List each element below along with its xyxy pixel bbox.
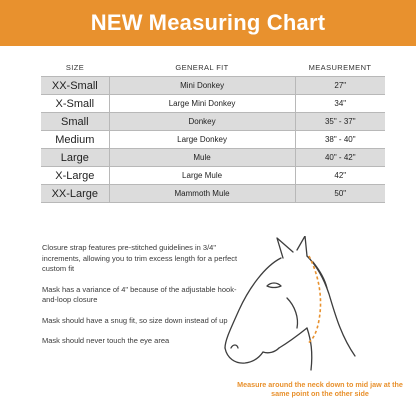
row-fit: Large Donkey [110,131,296,148]
row-size: Small [41,113,110,130]
table-body [41,76,385,203]
header-measurement: MEASUREMENT [308,62,372,72]
row-fit: Donkey [110,113,296,130]
row-size: Medium [41,131,110,148]
row-fit: Mini Donkey [110,77,296,94]
horse-outline [225,236,355,370]
row-fit: Large Mini Donkey [110,95,296,112]
row-size: Large [41,149,110,166]
row-fit: Mule [110,149,296,166]
horse-head-illustration [205,236,380,371]
header-size: SIZE [65,62,85,72]
row-size: X-Small [41,95,110,112]
title-new: NEW [90,10,143,35]
table-row [41,185,385,203]
row-size: XX-Small [41,77,110,94]
row-measurement: 40" - 42" [324,153,356,162]
table-row [41,95,385,113]
row-fit: Mammoth Mule [110,185,296,202]
title-rest: Measuring Chart [148,10,326,35]
note-snug-fit: Mask should have a snug fit, so size down instead of up [42,315,228,325]
table-row [41,113,385,131]
row-measurement: 42" [334,171,347,180]
row-measurement: 35" - 37" [324,117,356,126]
row-size: XX-Large [41,185,110,202]
size-chart-table [41,60,385,203]
table-row [41,149,385,167]
table-header [41,60,385,74]
header-general-fit: GENERAL FIT [175,62,229,72]
row-measurement: 38" - 40" [324,135,356,144]
table-row [41,77,385,95]
note-closure-strap: Closure strap features pre-stitched guidelines in 3/4" increments, allowing you to trim excess length for a perfect custom fit [42,243,238,273]
title-banner [0,0,416,46]
table-row [41,131,385,149]
note-eye-area: Mask should never touch the eye area [42,336,170,345]
page-title [91,10,326,36]
row-measurement: 27" [334,81,347,90]
measure-caption: Measure around the neck down to mid jaw at the same point on the other side [237,380,403,398]
note-variance: Mask has a variance of 4" because of the adjustable hook-and-loop closure [42,284,237,304]
row-measurement: 50" [334,189,347,198]
row-measurement: 34" [334,99,347,108]
row-size: X-Large [41,167,110,184]
row-fit: Large Mule [110,167,296,184]
table-row [41,167,385,185]
